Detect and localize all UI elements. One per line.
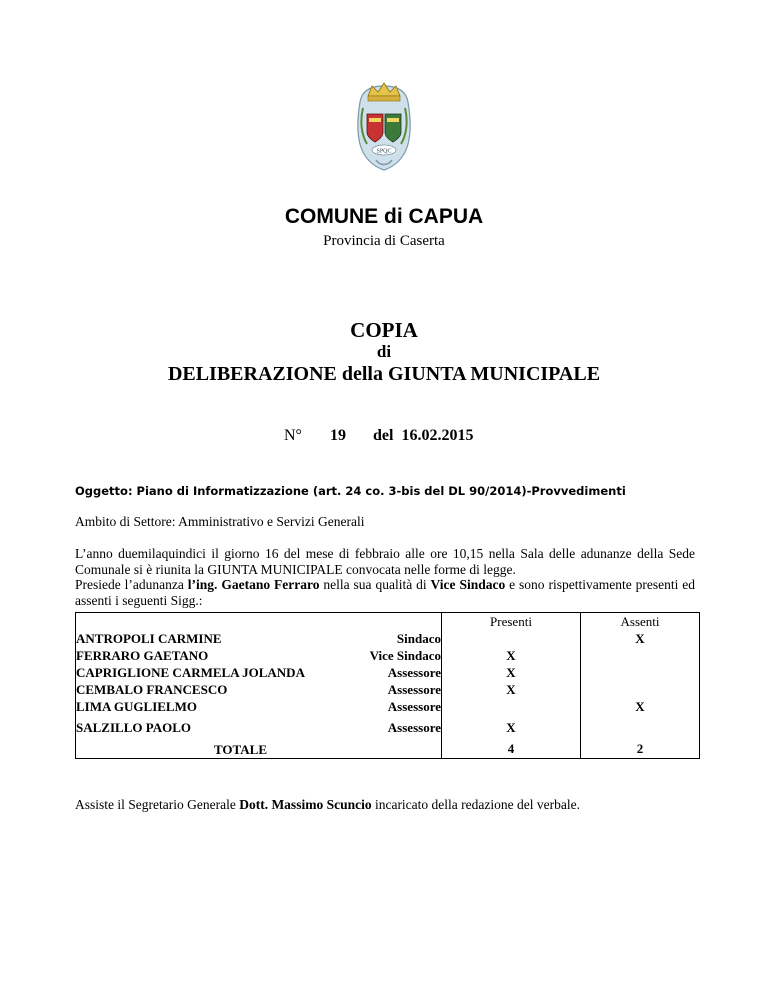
member-row	[76, 681, 441, 698]
title-di: di	[376, 342, 392, 361]
member-role: Assessore	[387, 720, 441, 735]
deliberation-date: del 16.02.2015	[373, 427, 474, 444]
assiste-text: Assiste il Segretario Generale	[75, 797, 240, 812]
ambito-settore: Ambito di Settore: Amministrativo e Servizi Generali	[75, 514, 365, 529]
member-row	[76, 630, 441, 647]
member-role: Vice Sindaco	[369, 648, 441, 663]
member-role: Assessore	[387, 665, 441, 680]
member-name: ANTROPOLI CARMINE	[76, 631, 222, 646]
oggetto-line	[75, 484, 626, 498]
assenti-column	[581, 613, 700, 759]
totale-presenti: 4	[507, 741, 515, 756]
presidente-name: l’ing. Gaetano Ferraro	[187, 577, 320, 592]
presidente-role: Vice Sindaco	[430, 577, 506, 592]
assenti-header: Assenti	[620, 614, 660, 629]
presiede-text: Presiede l’adunanza	[75, 577, 188, 592]
presente-mark	[442, 630, 580, 647]
member-name: CEMBALO FRANCESCO	[76, 682, 228, 697]
member-name: SALZILLO PAOLO	[76, 720, 191, 735]
provincia-name: Provincia di Caserta	[323, 233, 445, 249]
attendance-table	[75, 612, 700, 759]
members-cell	[76, 613, 442, 759]
session-text: L’anno duemilaquindici il giorno 16 del mese di febbraio alle ore 10,15 nella Sala delle adunanze della Sede Comunale si è riunita la GIUNTA MUNICIPALE convocata nelle forme di legge.	[75, 546, 695, 577]
member-name: LIMA GUGLIELMO	[76, 699, 197, 714]
presente-mark: X	[506, 648, 516, 663]
session-paragraph	[75, 546, 695, 608]
member-name: FERRARO GAETANO	[76, 648, 209, 663]
assente-mark	[581, 647, 699, 664]
member-row	[76, 664, 441, 681]
presenti-text: e sono rispettivamente presenti ed assenti i seguenti Sigg.:	[75, 577, 696, 608]
presente-mark	[442, 698, 580, 715]
member-row	[76, 698, 441, 715]
svg-text:SPQC: SPQC	[376, 148, 392, 155]
oggetto-label: Oggetto	[75, 484, 128, 498]
assente-mark: X	[635, 631, 645, 646]
assente-mark	[581, 719, 699, 736]
title-copia: COPIA	[350, 318, 418, 342]
totale-label: TOTALE	[214, 742, 267, 757]
member-row	[76, 647, 441, 664]
member-role: Assessore	[387, 699, 441, 714]
member-name: CAPRIGLIONE CARMELA JOLANDA	[76, 665, 305, 680]
totale-assenti: 2	[636, 741, 644, 756]
oggetto-text: : Piano di Informatizzazione (art. 24 co. 3-bis del DL 90/2014)-Provvedimenti	[127, 484, 626, 498]
capua-coat-of-arms-icon	[354, 80, 414, 172]
assente-mark	[581, 681, 699, 698]
comune-name: COMUNE di CAPUA	[284, 205, 484, 228]
assente-mark	[581, 664, 699, 681]
segretario-name: Dott. Massimo Scuncio	[239, 797, 372, 812]
title-deliberazione: DELIBERAZIONE della GIUNTA MUNICIPALE	[167, 363, 601, 385]
segretario-line	[75, 797, 580, 813]
number-label: N°	[284, 427, 302, 444]
member-row	[76, 719, 441, 736]
presente-mark: X	[506, 682, 516, 697]
presente-mark: X	[506, 665, 516, 680]
presenti-column	[442, 613, 581, 759]
presente-mark: X	[506, 720, 516, 735]
member-role: Assessore	[387, 682, 441, 697]
qualita-text: nella sua qualità di	[319, 577, 431, 592]
presenti-header: Presenti	[490, 614, 532, 629]
assente-mark: X	[635, 699, 645, 714]
member-role: Sindaco	[396, 631, 441, 646]
deliberation-number: 19	[330, 427, 346, 444]
verbale-text: incaricato della redazione del verbale.	[371, 797, 580, 812]
